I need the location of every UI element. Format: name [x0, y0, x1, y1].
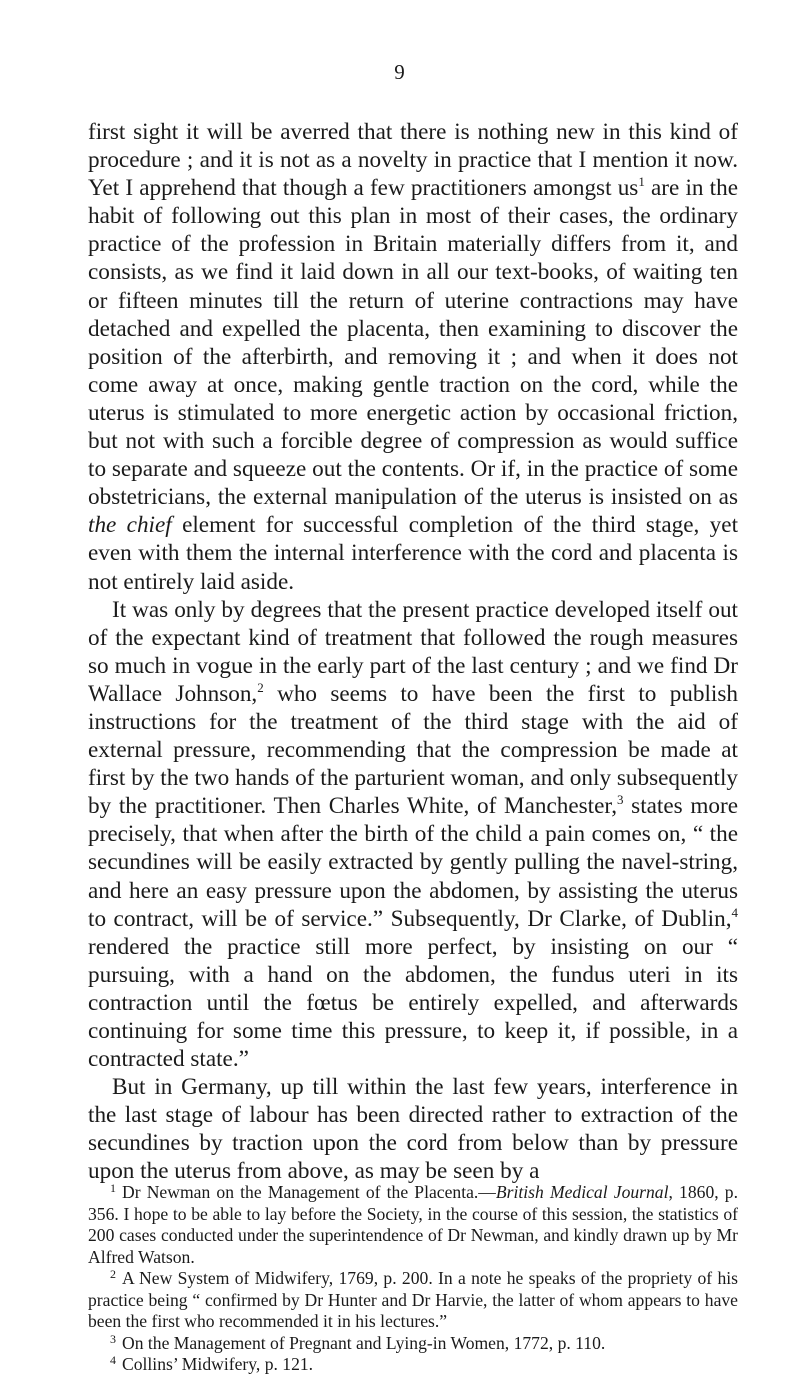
footnote-3-mark: 3: [110, 1331, 116, 1346]
footnote-1-text-b: , 1860, p. 356. I hope to be able to lay before the Society, in the course of this session, the statistics of 200 cases conducted under the superintendence of Dr Newman, and kindly drawn up by Mr Alfred Watson.: [88, 1182, 739, 1267]
footnote-1: [88, 1182, 738, 1268]
paragraph-2-text-d: rendered the practice still more perfect, by insisting on our “ pursuing, with a hand on the abdomen, the fundus uteri in its contraction until the fœtus be entirely expelled, and afterwards continuing for some time this pressure, to keep it, if possible, in a contracted state.”: [88, 933, 738, 1073]
body-text: [88, 118, 738, 1186]
footnote-3-text: On the Management of Pregnant and Lying-in Women, 1772, p. 110.: [122, 1332, 606, 1353]
paragraph-2-text-b: who seems to have been the first to publish instructions for the treatment of the third stage with the aid of external pressure, recommending that the compression be made at first by the two hands of the parturient woman, and only subsequently by the practitioner. Then Charles White, of Manchester,: [88, 680, 738, 820]
footnote-3: [88, 1333, 738, 1355]
footnotes: [88, 1182, 738, 1376]
page-number: 9: [394, 60, 406, 84]
footnote-4-mark: 4: [110, 1353, 116, 1367]
footnote-2: [88, 1268, 738, 1333]
footnote-ref-2: 2: [257, 679, 264, 695]
paragraph-3: But in Germany, up till within the last few years, interference in the last stage of labour has been directed rather to extraction of the secundines by traction upon the cord from below than by pressure upon the uterus from above, as may be seen by a: [88, 1074, 738, 1185]
footnote-2-text: A New System of Midwifery, 1769, p. 200. In a note he speaks of the propriety of his practice being “ confirmed by Dr Hunter and Dr Harvie, the latter of whom appears to have been the first who recommended it in his lectures.”: [88, 1268, 738, 1331]
paragraph-1-text-c: element for successful completion of the third stage, yet even with them the internal interference with the cord and placenta is not entirely laid aside.: [88, 512, 739, 595]
footnote-4: [88, 1354, 738, 1376]
footnote-ref-3: 3: [617, 792, 624, 808]
paragraph-2: [88, 596, 738, 1074]
footnote-1-mark: 1: [110, 1181, 116, 1195]
paragraph-1: [88, 118, 738, 596]
paragraph-2-text-a: It was only by degrees that the present practice developed itself out of the expectant kind of treatment that followed the rough measures so much in vogue in the early part of the last century ; and we find Dr Wallace Johnson,: [88, 596, 738, 707]
footnote-ref-4: 4: [731, 904, 738, 920]
footnote-2-mark: 2: [110, 1267, 116, 1281]
paragraph-1-emphasis: the chief: [88, 512, 172, 539]
footnote-1-journal: British Medical Journal: [495, 1182, 669, 1202]
footnote-1-text-a: Dr Newman on the Management of the Placenta.—: [122, 1182, 496, 1202]
paragraph-2-text-c: states more precisely, that when after the birth of the child a pain comes on, “ the secundines will be easily extracted by gently pulling the navel-string, and here an easy pressure upon the abdomen, by assisting the uterus to contract, will be of service.” Subsequently, Dr Clarke, of Dublin,: [88, 793, 738, 932]
paragraph-1-text-b: are in the habit of following out this plan in most of their cases, the ordinary practice of the profession in Britain materially differs from it, and consists, as we find it laid down in all our text-books, of waiting ten or fifteen minutes till the return of uterine contractions may have detached and expelled the placenta, then examining to discover the position of the afterbirth, and removing it ; and when it does not come away at once, making gentle traction on the cord, while the uterus is stimulated to more energetic action by occasional friction, but not with such a forcible degree of compression as would suffice to separate and squeeze out the contents. Or if, in the practice of some obstetricians, the external manipulation of the uterus is insisted on as: [88, 175, 738, 511]
footnote-ref-1: 1: [638, 174, 645, 190]
footnote-4-text: Collins’ Midwifery, p. 121.: [122, 1354, 314, 1374]
paragraph-1-text-a: first sight it will be averred that there is nothing new in this kind of procedure ; and it is not as a novelty in practice that I mention it now. Yet I apprehend that though a few practitioners amongst us: [88, 119, 738, 202]
